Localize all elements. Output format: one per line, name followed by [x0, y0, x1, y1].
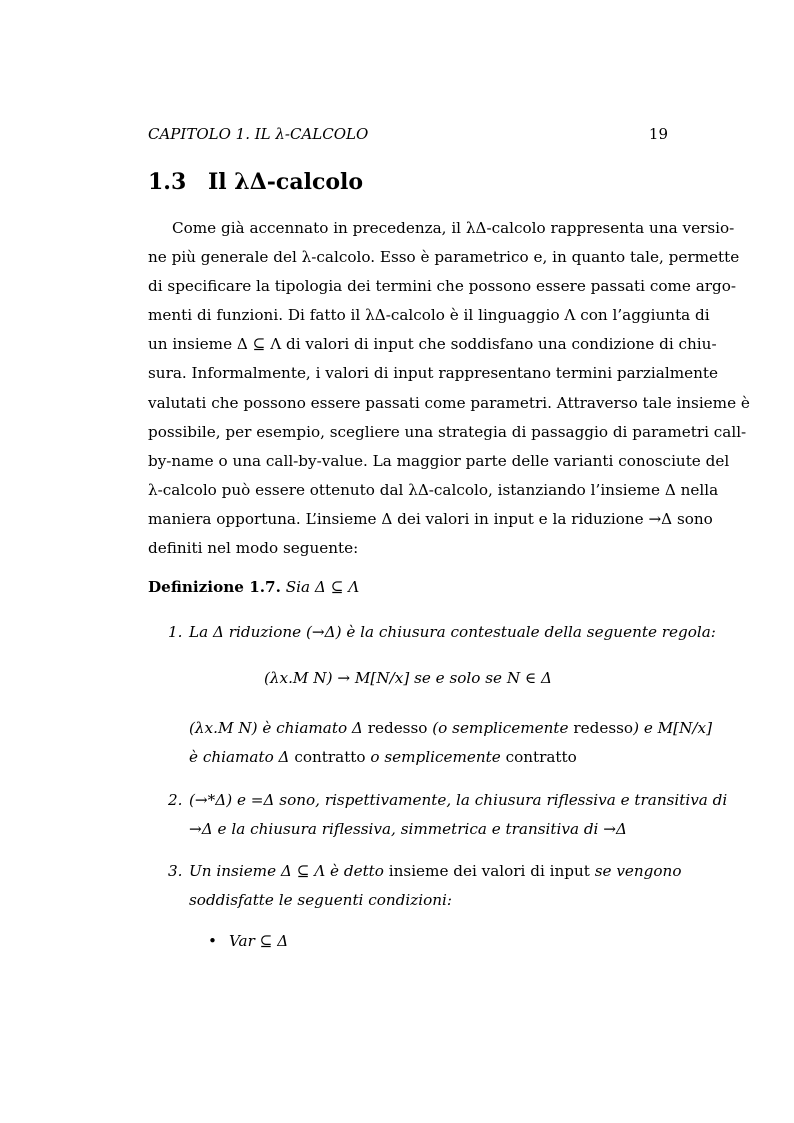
text-run: o semplicemente: [365, 748, 506, 766]
page: [148, 0, 750, 1123]
item-line: →Δ e la chiusura riflessiva, simmetrica e transitiva di →Δ: [189, 820, 627, 838]
item-line: [189, 857, 682, 886]
item-line: La Δ riduzione (→Δ) è la chiusura contestuale della seguente regola:: [189, 623, 716, 641]
term-insieme-valori-input: insieme dei valori di input: [388, 862, 590, 880]
paragraph-line: maniera opportuna. L’insieme Δ dei valori in input e la riduzione →Δ sono: [148, 509, 713, 528]
bullet-text: Var ⊆ Δ: [228, 932, 289, 950]
section-title: Il λΔ-calcolo: [208, 169, 364, 195]
paragraph-line: by-name o una call-by-value. La maggior parte delle varianti conosciute del: [148, 451, 730, 470]
item-line: [189, 743, 668, 772]
running-head-title: CAPITOLO 1. IL λ-CALCOLO: [148, 125, 369, 143]
page-number: 19: [648, 125, 668, 143]
text-run: Un insieme Δ ⊆ Λ è detto: [189, 862, 389, 880]
term-redesso: redesso: [367, 719, 428, 737]
text-run: ) e M[N/x]: [633, 719, 713, 737]
text-run: (λx.M N) è chiamato Δ: [189, 719, 368, 737]
running-head: [148, 124, 668, 144]
section-heading: [148, 168, 363, 196]
text-run: è chiamato Δ: [189, 748, 295, 766]
paragraph-line: menti di funzioni. Di fatto il λΔ-calcolo è il linguaggio Λ con l’aggiunta di: [148, 306, 710, 325]
paragraph: [148, 214, 750, 563]
item-number: 1.: [168, 623, 183, 641]
paragraph-line: possibile, per esempio, scegliere una strategia di passaggio di parametri call-: [148, 422, 747, 441]
section-number: 1.3: [148, 169, 187, 195]
term-contratto: contratto: [294, 748, 366, 766]
item-line: [189, 714, 713, 743]
term-redesso: redesso: [573, 719, 634, 737]
paragraph-line: un insieme Δ ⊆ Λ di valori di input che soddisfano una condizione di chiu-: [148, 335, 717, 354]
paragraph-line: λ-calcolo può essere ottenuto dal λΔ-calcolo, istanziando l’insieme Δ nella: [148, 480, 719, 499]
bullet-item: [208, 930, 288, 952]
paragraph-line: sura. Informalmente, i valori di input rappresentano termini parzialmente: [148, 364, 718, 383]
item-number: 2.: [168, 791, 183, 809]
paragraph-line: Come già accennato in precedenza, il λΔ-calcolo rappresenta una versio-: [172, 219, 735, 237]
item-line: soddisfatte le seguenti condizioni:: [189, 891, 453, 909]
bullet-marker: •: [208, 932, 217, 950]
text-run: se vengono: [589, 862, 682, 880]
item-number: 3.: [168, 862, 183, 880]
display-formula: (λx.M N) → M[N/x] se e solo se N ∈ Δ: [263, 669, 553, 687]
item-line: (→*Δ) e =Δ sono, rispettivamente, la chiusura riflessiva e transitiva di: [189, 791, 728, 809]
paragraph-line: valutati che possono essere passati come parametri. Attraverso tale insieme è: [148, 393, 750, 412]
definition-heading: [148, 576, 359, 598]
definition-statement: Sia Δ ⊆ Λ: [285, 578, 360, 596]
paragraph-line: definiti nel modo seguente:: [148, 539, 359, 558]
definition-label: Definizione 1.7.: [148, 578, 281, 596]
text-run: (o semplicemente: [427, 719, 574, 737]
term-contratto: contratto: [505, 748, 577, 766]
paragraph-line: di specificare la tipologia dei termini che possono essere passati come argo-: [148, 277, 737, 296]
paragraph-line: ne più generale del λ-calcolo. Esso è parametrico e, in quanto tale, permette: [148, 248, 740, 267]
